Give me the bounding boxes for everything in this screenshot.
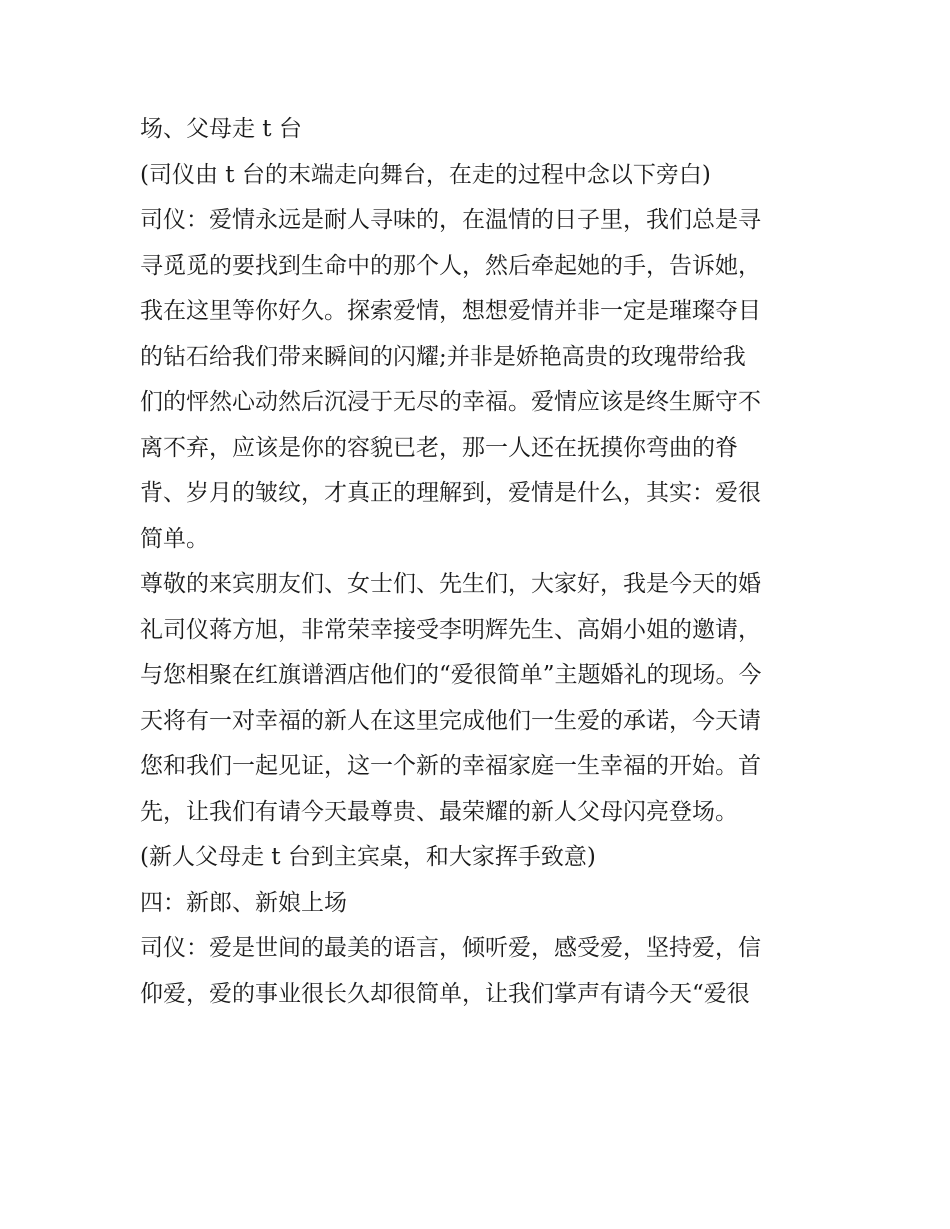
text-line: 司仪：爱情永远是耐人寻味的，在温情的日子里，我们总是寻 xyxy=(140,207,761,233)
text-line: 您和我们一起见证，这一个新的幸福家庭一生幸福的开始。首 xyxy=(140,753,761,779)
text-line: 司仪：爱是世间的最美的语言，倾听爱，感受爱，坚持爱，信 xyxy=(140,935,761,961)
text-line: 寻觅觅的要找到生命中的那个人，然后牵起她的手，告诉她， xyxy=(140,252,761,279)
text-line: 我在这里等你好久。探索爱情，想想爱情并非一定是璀璨夺目 xyxy=(140,298,761,324)
text-line: 天将有一对幸福的新人在这里完成他们一生爱的承诺，今天请 xyxy=(140,707,761,734)
text-line: 与您相聚在红旗谱酒店他们的“爱很简单”主题婚礼的现场。今 xyxy=(140,662,762,688)
text-line: 仰爱，爱的事业很长久却很简单，让我们掌声有请今天“爱很 xyxy=(140,980,750,1007)
text-line: 离不弃，应该是你的容貌已老，那一人还在抚摸你弯曲的脊 xyxy=(140,434,738,461)
text-line: (新人父母走 t 台到主宾桌，和大家挥手致意) xyxy=(140,844,596,870)
text-line: 先，让我们有请今天最尊贵、最荣耀的新人父母闪亮登场。 xyxy=(140,798,738,825)
text-line: 尊敬的来宾朋友们、女士们、先生们，大家好，我是今天的婚 xyxy=(140,571,761,597)
text-line: 四：新郎、新娘上场 xyxy=(140,889,347,916)
text-line: 礼司仪蒋方旭，非常荣幸接受李明辉先生、高娟小姐的邀请， xyxy=(140,616,761,643)
text-line: 们的怦然心动然后沉浸于无尽的幸福。爱情应该是终生厮守不 xyxy=(140,389,761,415)
text-line: 简单。 xyxy=(140,525,209,552)
text-line: 的钻石给我们带来瞬间的闪耀;并非是娇艳高贵的玫瑰带给我 xyxy=(140,343,746,370)
document-body xyxy=(140,107,820,1017)
text-line: 场、父母走 t 台 xyxy=(140,116,302,142)
text-line: (司仪由 t 台的末端走向舞台，在走的过程中念以下旁白) xyxy=(140,161,711,188)
text-line: 背、岁月的皱纹，才真正的理解到，爱情是什么，其实：爱很 xyxy=(140,480,761,506)
